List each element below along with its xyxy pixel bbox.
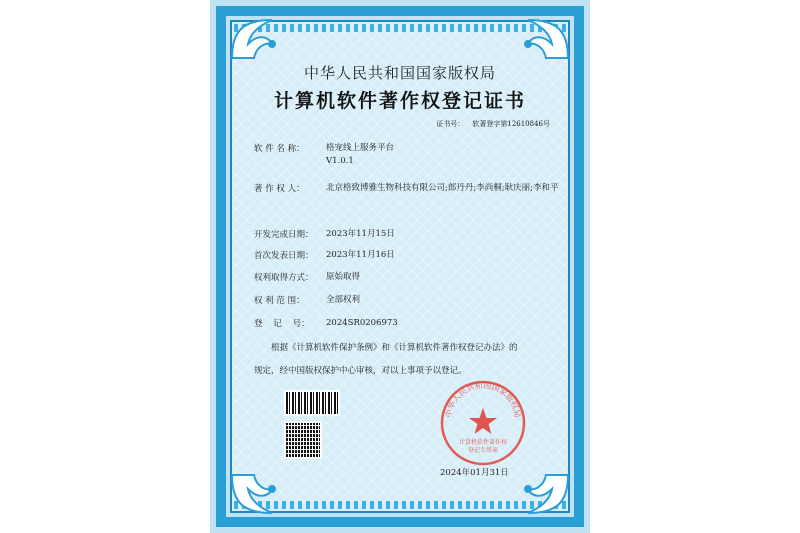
field-value: 2024SR0206973 — [326, 318, 398, 328]
field-acquisition-method — [254, 271, 561, 284]
field-label: 软 件 名 称： — [254, 144, 305, 154]
field-label: 著 作 权 人： — [254, 184, 305, 194]
seal-inner-text-1: 计算机软件著作权 — [458, 439, 508, 446]
certificate-content — [210, 0, 590, 533]
seal-star-icon — [469, 408, 497, 434]
field-label: 权 利 范 围： — [254, 296, 305, 306]
issue-date: 2024年01月31日 — [440, 468, 509, 478]
field-label: 登 记 号： — [254, 319, 310, 329]
certificate-number-label: 证书号： — [436, 120, 465, 128]
field-value: 原始取得 — [326, 272, 361, 282]
field-value: 2023年11月15日 — [326, 229, 395, 239]
seal-inner-text-2: 登记专用章 — [467, 447, 499, 454]
field-rights-scope — [254, 294, 561, 307]
seal-ring-text: 中华人民共和国国家版权局 — [443, 380, 523, 419]
statement-line-1: 根据《计算机软件保护条例》和《计算机软件著作权登记办法》的 — [271, 343, 518, 353]
field-label: 首次发表日期： — [254, 251, 314, 261]
certificate-title: 计算机软件著作权登记证书 — [273, 90, 526, 112]
field-completion-date — [254, 228, 561, 241]
official-seal — [438, 378, 528, 468]
field-value: 全部权利 — [326, 295, 361, 305]
field-publish-date — [254, 249, 561, 262]
qr-code — [284, 421, 322, 459]
certificate-number-value: 软著登字第12610846号 — [472, 120, 550, 128]
certificate-number — [436, 119, 550, 129]
field-label: 开发完成日期： — [254, 230, 314, 240]
field-registration-number — [254, 317, 561, 330]
field-label: 权利取得方式： — [254, 273, 314, 283]
statement-line-2: 规定，经中国版权保护中心审核，对以上事项予以登记。 — [254, 366, 467, 376]
issuer-name: 中华人民共和国国家版权局 — [303, 64, 496, 82]
certificate — [210, 0, 590, 533]
field-value: 北京格致博雅生物科技有限公司;郎丹丹;李尚桐;耿庆丽;李和平 — [326, 183, 559, 193]
barcode — [284, 390, 340, 416]
field-copyright-owner — [254, 182, 561, 195]
field-software-name — [254, 142, 561, 168]
field-value: 格宠线上服务平台 V1.0.1 — [326, 143, 395, 166]
field-value: 2023年11月16日 — [326, 250, 395, 260]
